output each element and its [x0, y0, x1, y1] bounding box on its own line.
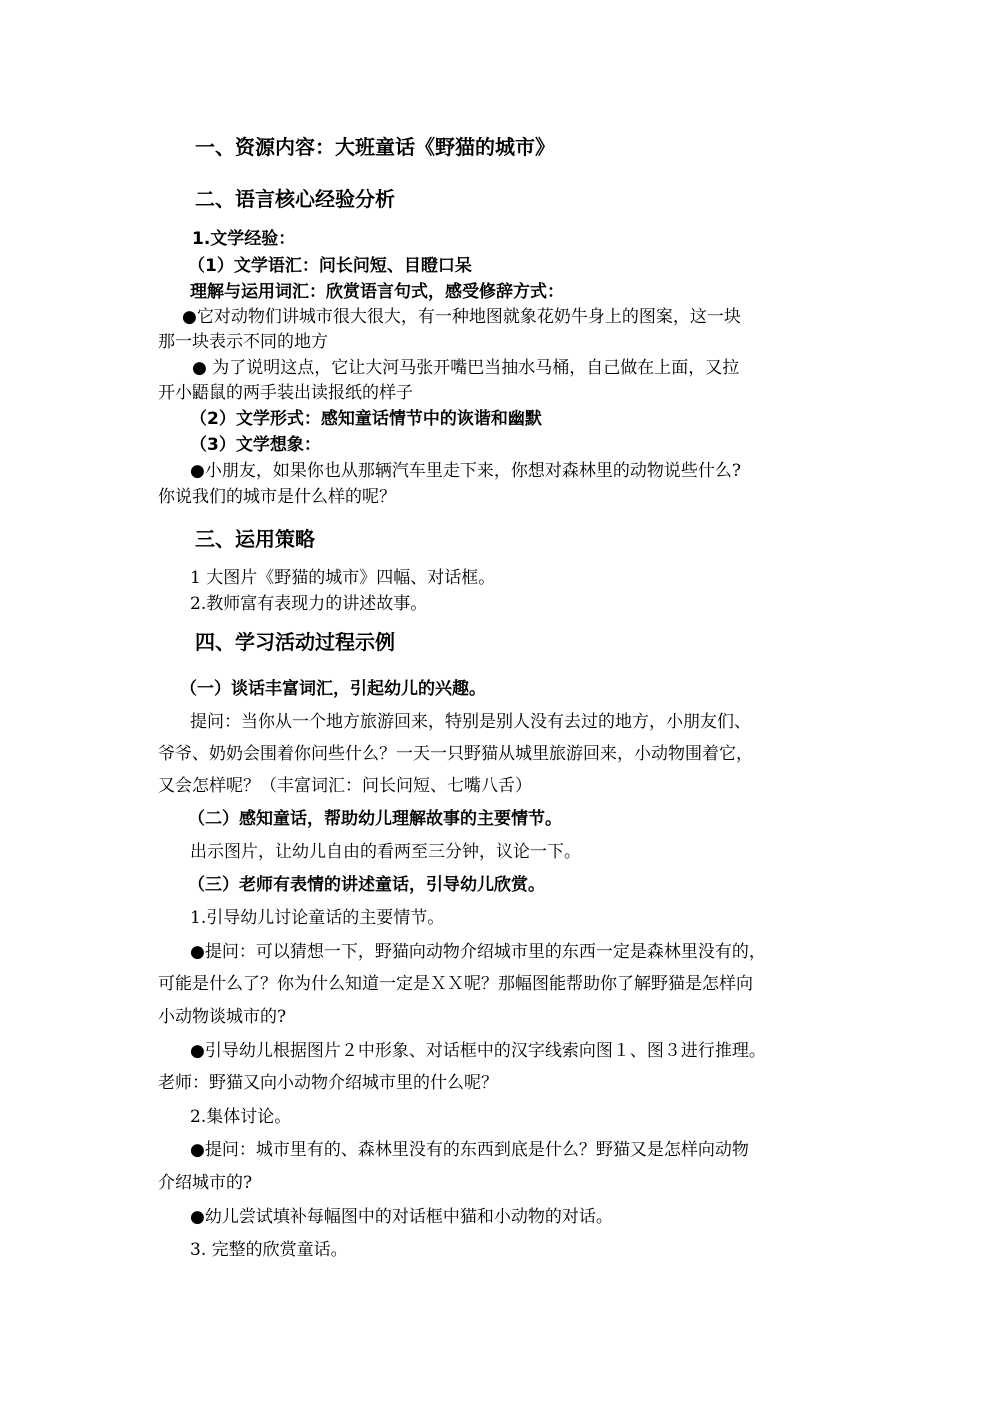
- question-1-line-1: ●提问：可以猜想一下，野猫向动物介绍城市里的东西一定是森林里没有的，: [190, 942, 766, 962]
- step-1-line-2: 爷爷、奶奶会围着你问些什么？一天一只野猫从城里旅游回来，小动物围着它，: [158, 744, 753, 764]
- heading-3: 三、运用策略: [195, 527, 315, 551]
- step-2-line-1: 出示图片，让幼儿自由的看两至三分钟，议论一下。: [190, 842, 581, 862]
- item-literary-imagination: （3）文学想象：: [190, 435, 321, 455]
- item-literary-form: （2）文学形式：感知童话情节中的诙谐和幽默: [190, 409, 542, 429]
- bullet-1-line-1: ●它对动物们讲城市很大很大，有一种地图就象花奶牛身上的图案，这一块: [182, 307, 741, 327]
- question-2-line-2: 老师：野猫又向小动物介绍城市里的什么呢？: [158, 1073, 498, 1093]
- bullet-3-line-2: 你说我们的城市是什么样的呢？: [158, 487, 396, 507]
- step-1-line-1: 提问：当你从一个地方旅游回来，特别是别人没有去过的地方，小朋友们、: [190, 712, 751, 732]
- step-3-title: （三）老师有表情的讲述童话，引导幼儿欣赏。: [188, 875, 545, 895]
- step-2-title: （二）感知童话，帮助幼儿理解故事的主要情节。: [188, 809, 562, 829]
- heading-2: 二、语言核心经验分析: [195, 187, 395, 211]
- heading-1: 一、资源内容：大班童话《野猫的城市》: [195, 135, 555, 159]
- item-literary-vocabulary: （1）文学语汇：问长问短、目瞪口呆: [188, 256, 472, 276]
- step-1-title: （一）谈话丰富词汇，引起幼儿的兴趣。: [180, 679, 486, 699]
- question-4: ●幼儿尝试填补每幅图中的对话框中猫和小动物的对话。: [190, 1207, 613, 1227]
- question-1-line-2: 可能是什么了？你为什么知道一定是ＸＸ呢？那幅图能帮助你了解野猫是怎样向: [158, 974, 753, 994]
- question-1-line-3: 小动物谈城市的?: [158, 1007, 287, 1027]
- bullet-2-line-2: 开小鼯鼠的两手装出读报纸的样子: [158, 383, 413, 403]
- step-3-item-2: 2.集体讨论。: [190, 1107, 292, 1127]
- strategy-2: 2.教师富有表现力的讲述故事。: [190, 594, 428, 614]
- subheading-literary-experience: 1.文学经验：: [192, 229, 296, 249]
- item-word-usage: 理解与运用词汇：欣赏语言句式，感受修辞方式：: [190, 282, 564, 302]
- step-1-line-3: 又会怎样呢？（丰富词汇：问长问短、七嘴八舌）: [158, 776, 532, 796]
- heading-4: 四、学习活动过程示例: [195, 630, 395, 654]
- bullet-1-line-2: 那一块表示不同的地方: [158, 332, 328, 352]
- question-3-line-1: ●提问：城市里有的、森林里没有的东西到底是什么？野猫又是怎样向动物: [190, 1140, 749, 1160]
- step-3-item-1: 1.引导幼儿讨论童话的主要情节。: [190, 908, 445, 928]
- step-3-item-3: 3. 完整的欣赏童话。: [190, 1240, 348, 1260]
- question-3-line-2: 介绍城市的?: [158, 1173, 253, 1193]
- strategy-1: 1 大图片《野猫的城市》四幅、对话框。: [190, 568, 496, 588]
- bullet-3-line-1: ●小朋友，如果你也从那辆汽车里走下来，你想对森林里的动物说些什么?: [190, 461, 741, 481]
- bullet-2-line-1: ● 为了说明这点，它让大河马张开嘴巴当抽水马桶，自己做在上面，又拉: [192, 358, 740, 378]
- question-2-line-1: ●引导幼儿根据图片２中形象、对话框中的汉字线索向图１、图３进行推理。: [190, 1041, 766, 1061]
